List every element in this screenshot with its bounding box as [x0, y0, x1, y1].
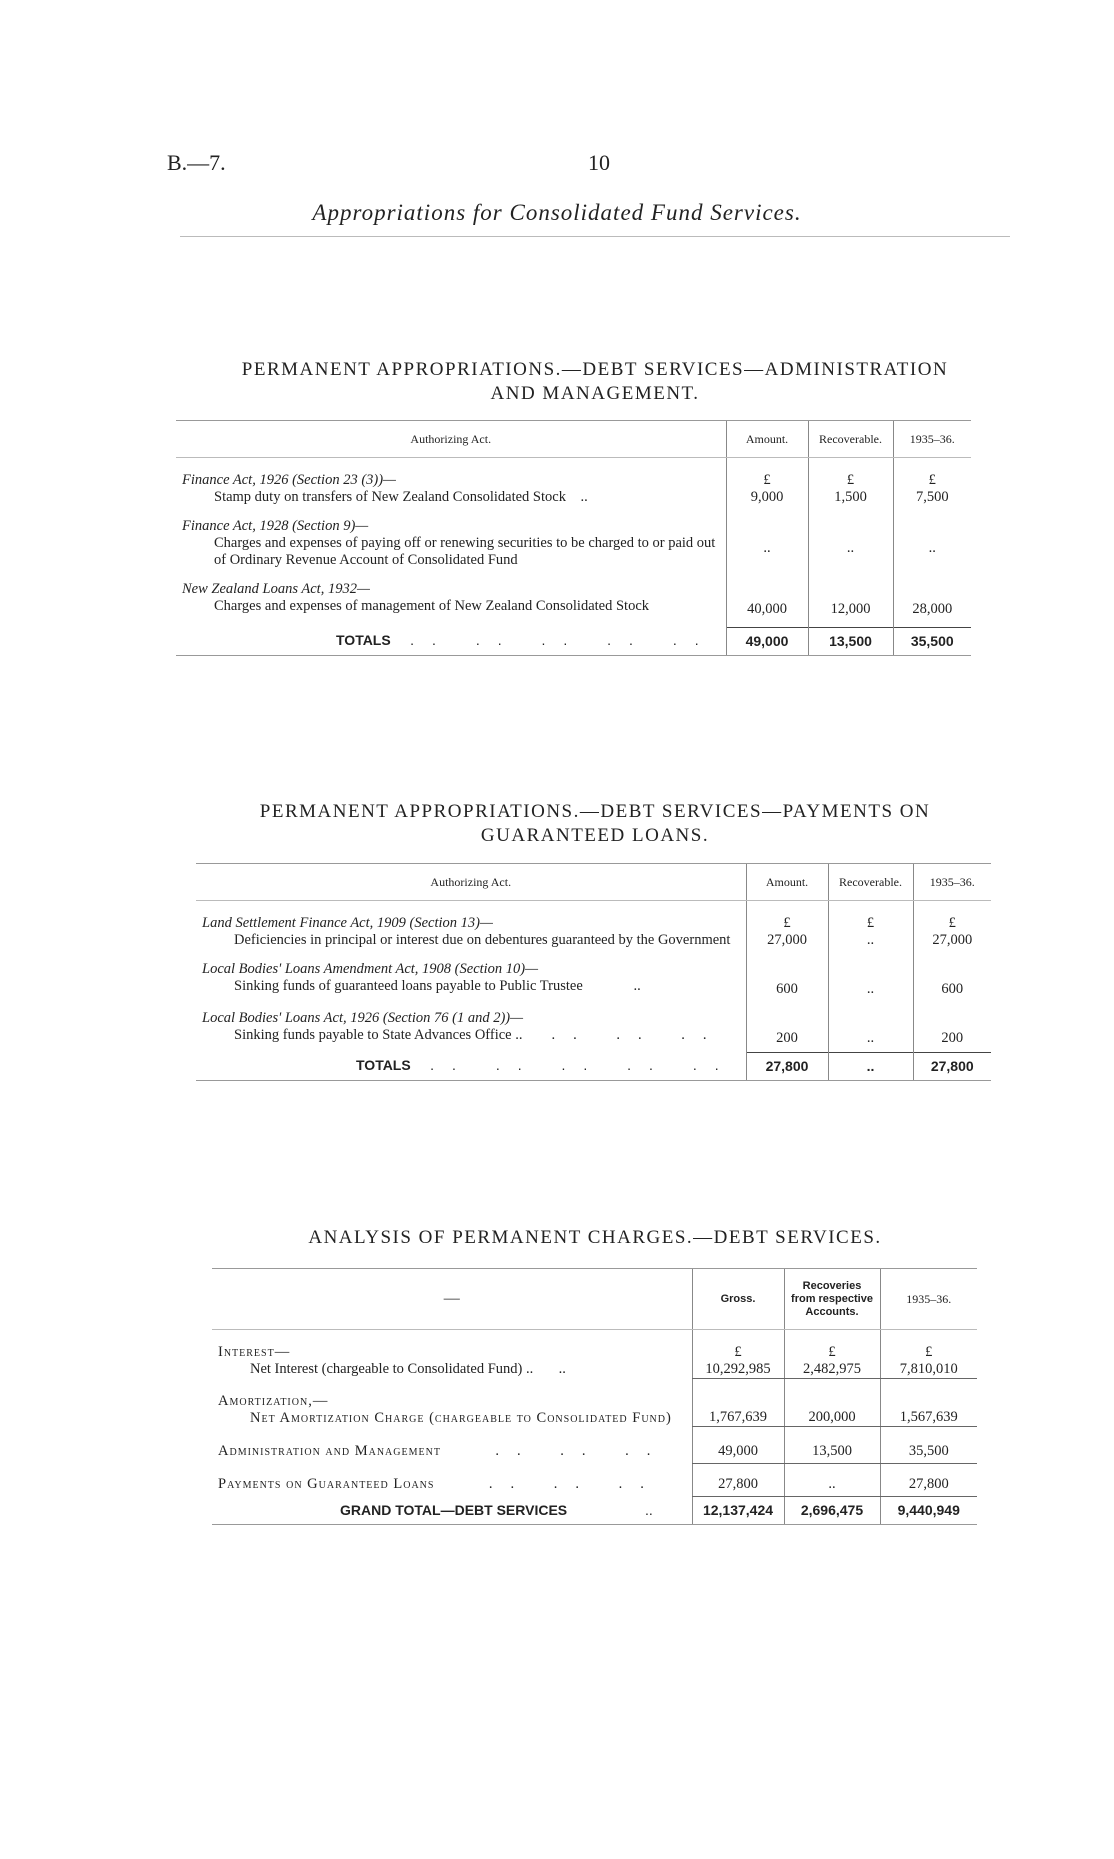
pound-sign: £	[866, 915, 875, 931]
act-name: Finance Act, 1928 (Section 9)—	[182, 518, 369, 534]
pound-sign: £	[783, 915, 791, 931]
document-code: B.—7.	[167, 150, 226, 175]
amount-value: 27,000	[767, 932, 807, 948]
total-recoverable: ..	[828, 1052, 913, 1080]
row-heading: Payments on Guaranteed Loans	[218, 1475, 435, 1492]
recoverable-value: 12,000	[808, 569, 893, 627]
leader-dots: ..	[644, 1501, 653, 1518]
recoverable-value: ..	[828, 949, 913, 998]
year-value: 200	[913, 998, 991, 1052]
recoverable-value: 1,500	[834, 489, 867, 505]
grand-total-label: GRAND TOTAL—DEBT SERVICES	[340, 1501, 568, 1518]
pound-sign: £	[925, 1344, 933, 1360]
administration-table	[176, 420, 971, 656]
year-value: 600	[913, 949, 991, 998]
row-heading: Amortization,—	[218, 1392, 329, 1409]
table-row	[212, 1464, 977, 1497]
table-row	[212, 1427, 977, 1464]
gross-value: 10,292,985	[705, 1361, 771, 1377]
col-description: —	[212, 1269, 692, 1330]
amount-value: 40,000	[726, 569, 808, 627]
leader-dots: ..	[580, 489, 588, 505]
col-recoverable: Recoverable.	[808, 421, 893, 458]
row-description: Charges and expenses of management of New Zealand Consolidated Stock	[214, 598, 650, 614]
total-amount: 27,800	[746, 1052, 828, 1080]
leader-dots: .. .. .. .. ..	[430, 1057, 737, 1073]
pound-sign: £	[928, 472, 936, 488]
col-recoveries: Recoveries from respective Accounts.	[784, 1269, 880, 1330]
col-authorizing-act: Authorizing Act.	[196, 864, 746, 901]
act-name: Land Settlement Finance Act, 1909 (Section 13)—	[202, 915, 493, 931]
act-name: Local Bodies' Loans Amendment Act, 1908 (Section 10)—	[202, 961, 539, 977]
col-year: 1935–36.	[913, 864, 991, 901]
pound-sign: £	[948, 915, 956, 931]
header-divider	[180, 236, 1010, 237]
row-description: Sinking funds of guaranteed loans payable to Public Trustee ..	[234, 978, 641, 994]
recoveries-value: 200,000	[784, 1379, 880, 1427]
row-description: Net Amortization Charge (chargeable to Consolidated Fund)	[250, 1409, 672, 1426]
recoveries-value: ..	[784, 1464, 880, 1497]
grand-total-gross: 12,137,424	[692, 1497, 784, 1525]
gross-value: 1,767,639	[692, 1379, 784, 1427]
leader-dots: .. .. ..	[551, 1027, 725, 1043]
grand-total-row	[212, 1497, 977, 1525]
table-row	[196, 949, 991, 998]
recoveries-value: 13,500	[784, 1427, 880, 1464]
grand-total-recoveries: 2,696,475	[784, 1497, 880, 1525]
year-value: ..	[893, 506, 971, 569]
year-value: 1,567,639	[880, 1379, 977, 1427]
section1-title-line1: PERMANENT APPROPRIATIONS.—DEBT SERVICES—ADMINISTRATION	[241, 359, 949, 380]
col-year: 1935–36.	[880, 1269, 977, 1330]
page-title: Appropriations for Consolidated Fund Services.	[312, 200, 802, 225]
amount-value: 600	[746, 949, 828, 998]
year-value: 7,810,010	[899, 1361, 958, 1377]
table-header-row	[176, 421, 971, 458]
row-description: Stamp duty on transfers of New Zealand Consolidated Stock ..	[214, 489, 588, 505]
page-number: 10	[588, 150, 610, 175]
pound-sign: £	[828, 1344, 836, 1360]
year-value: 27,000	[932, 932, 973, 948]
analysis-table	[212, 1268, 977, 1525]
row-description: Sinking funds payable to State Advances Office .. .. .. ..	[234, 1027, 725, 1043]
recoverable-value: ..	[828, 998, 913, 1052]
section1-title-line2: AND MANAGEMENT.	[490, 383, 700, 404]
row-heading: Interest—	[218, 1344, 291, 1360]
year-value: 35,500	[880, 1427, 977, 1464]
section2-title-line1: PERMANENT APPROPRIATIONS.—DEBT SERVICES—PAYMENTS ON	[259, 801, 931, 822]
row-description: Charges and expenses of paying off or renewing securities to be charged to or paid out of Ordinary Revenue Account of Consolidated Fund	[214, 535, 716, 568]
guaranteed-loans-table	[196, 863, 991, 1081]
year-value: 28,000	[893, 569, 971, 627]
leader-dots: .. .. .. .. ..	[410, 632, 717, 648]
year-value: 7,500	[915, 489, 949, 505]
leader-dots: .. .. ..	[495, 1442, 669, 1459]
table-header-row	[212, 1269, 977, 1330]
total-amount: 49,000	[726, 627, 808, 655]
pound-sign: £	[763, 472, 771, 488]
recoveries-value: 2,482,975	[803, 1361, 861, 1377]
col-authorizing-act: Authorizing Act.	[176, 421, 726, 458]
pound-sign: £	[734, 1344, 742, 1360]
table-row	[176, 458, 971, 507]
section2-title-line2: GUARANTEED LOANS.	[480, 825, 710, 846]
gross-value: 49,000	[692, 1427, 784, 1464]
table-row	[176, 506, 971, 569]
section3-title: ANALYSIS OF PERMANENT CHARGES.—DEBT SERVICES.	[308, 1227, 882, 1248]
table-row	[196, 901, 991, 950]
grand-total-year: 9,440,949	[880, 1497, 977, 1525]
totals-label: TOTALS	[336, 632, 391, 648]
amount-value: 9,000	[750, 489, 784, 505]
col-year: 1935–36.	[893, 421, 971, 458]
act-name: New Zealand Loans Act, 1932—	[182, 581, 370, 597]
row-description: Deficiencies in principal or interest due on debentures guaranteed by the Government	[234, 932, 731, 948]
act-name: Local Bodies' Loans Act, 1926 (Section 76 (1 and 2))—	[202, 1010, 523, 1026]
total-year: 35,500	[893, 627, 971, 655]
col-gross: Gross.	[692, 1269, 784, 1330]
table-header-row	[196, 864, 991, 901]
amount-value: ..	[726, 506, 808, 569]
leader-dots: ..	[558, 1361, 566, 1377]
table-row	[196, 998, 991, 1052]
total-recoverable: 13,500	[808, 627, 893, 655]
section1-title	[180, 358, 1010, 406]
col-recoverable: Recoverable.	[828, 864, 913, 901]
table-row	[212, 1379, 977, 1427]
row-description: Net Interest (chargeable to Consolidated Fund) .. ..	[250, 1361, 566, 1377]
act-name: Finance Act, 1926 (Section 23 (3))—	[182, 472, 396, 488]
col-amount: Amount.	[746, 864, 828, 901]
recoverable-value: ..	[866, 932, 875, 948]
col-amount: Amount.	[726, 421, 808, 458]
year-value: 27,800	[880, 1464, 977, 1497]
table-row	[176, 569, 971, 627]
leader-dots: .. .. ..	[488, 1475, 662, 1492]
gross-value: 27,800	[692, 1464, 784, 1497]
totals-row	[196, 1052, 991, 1080]
pound-sign: £	[846, 472, 855, 488]
totals-row	[176, 627, 971, 655]
total-year: 27,800	[913, 1052, 991, 1080]
leader-dots: ..	[633, 978, 641, 994]
amount-value: 200	[746, 998, 828, 1052]
recoverable-value: ..	[808, 506, 893, 569]
totals-label: TOTALS	[356, 1057, 411, 1073]
section2-title	[180, 800, 1010, 848]
table-row	[212, 1330, 977, 1379]
row-heading: Administration and Management	[218, 1442, 441, 1459]
